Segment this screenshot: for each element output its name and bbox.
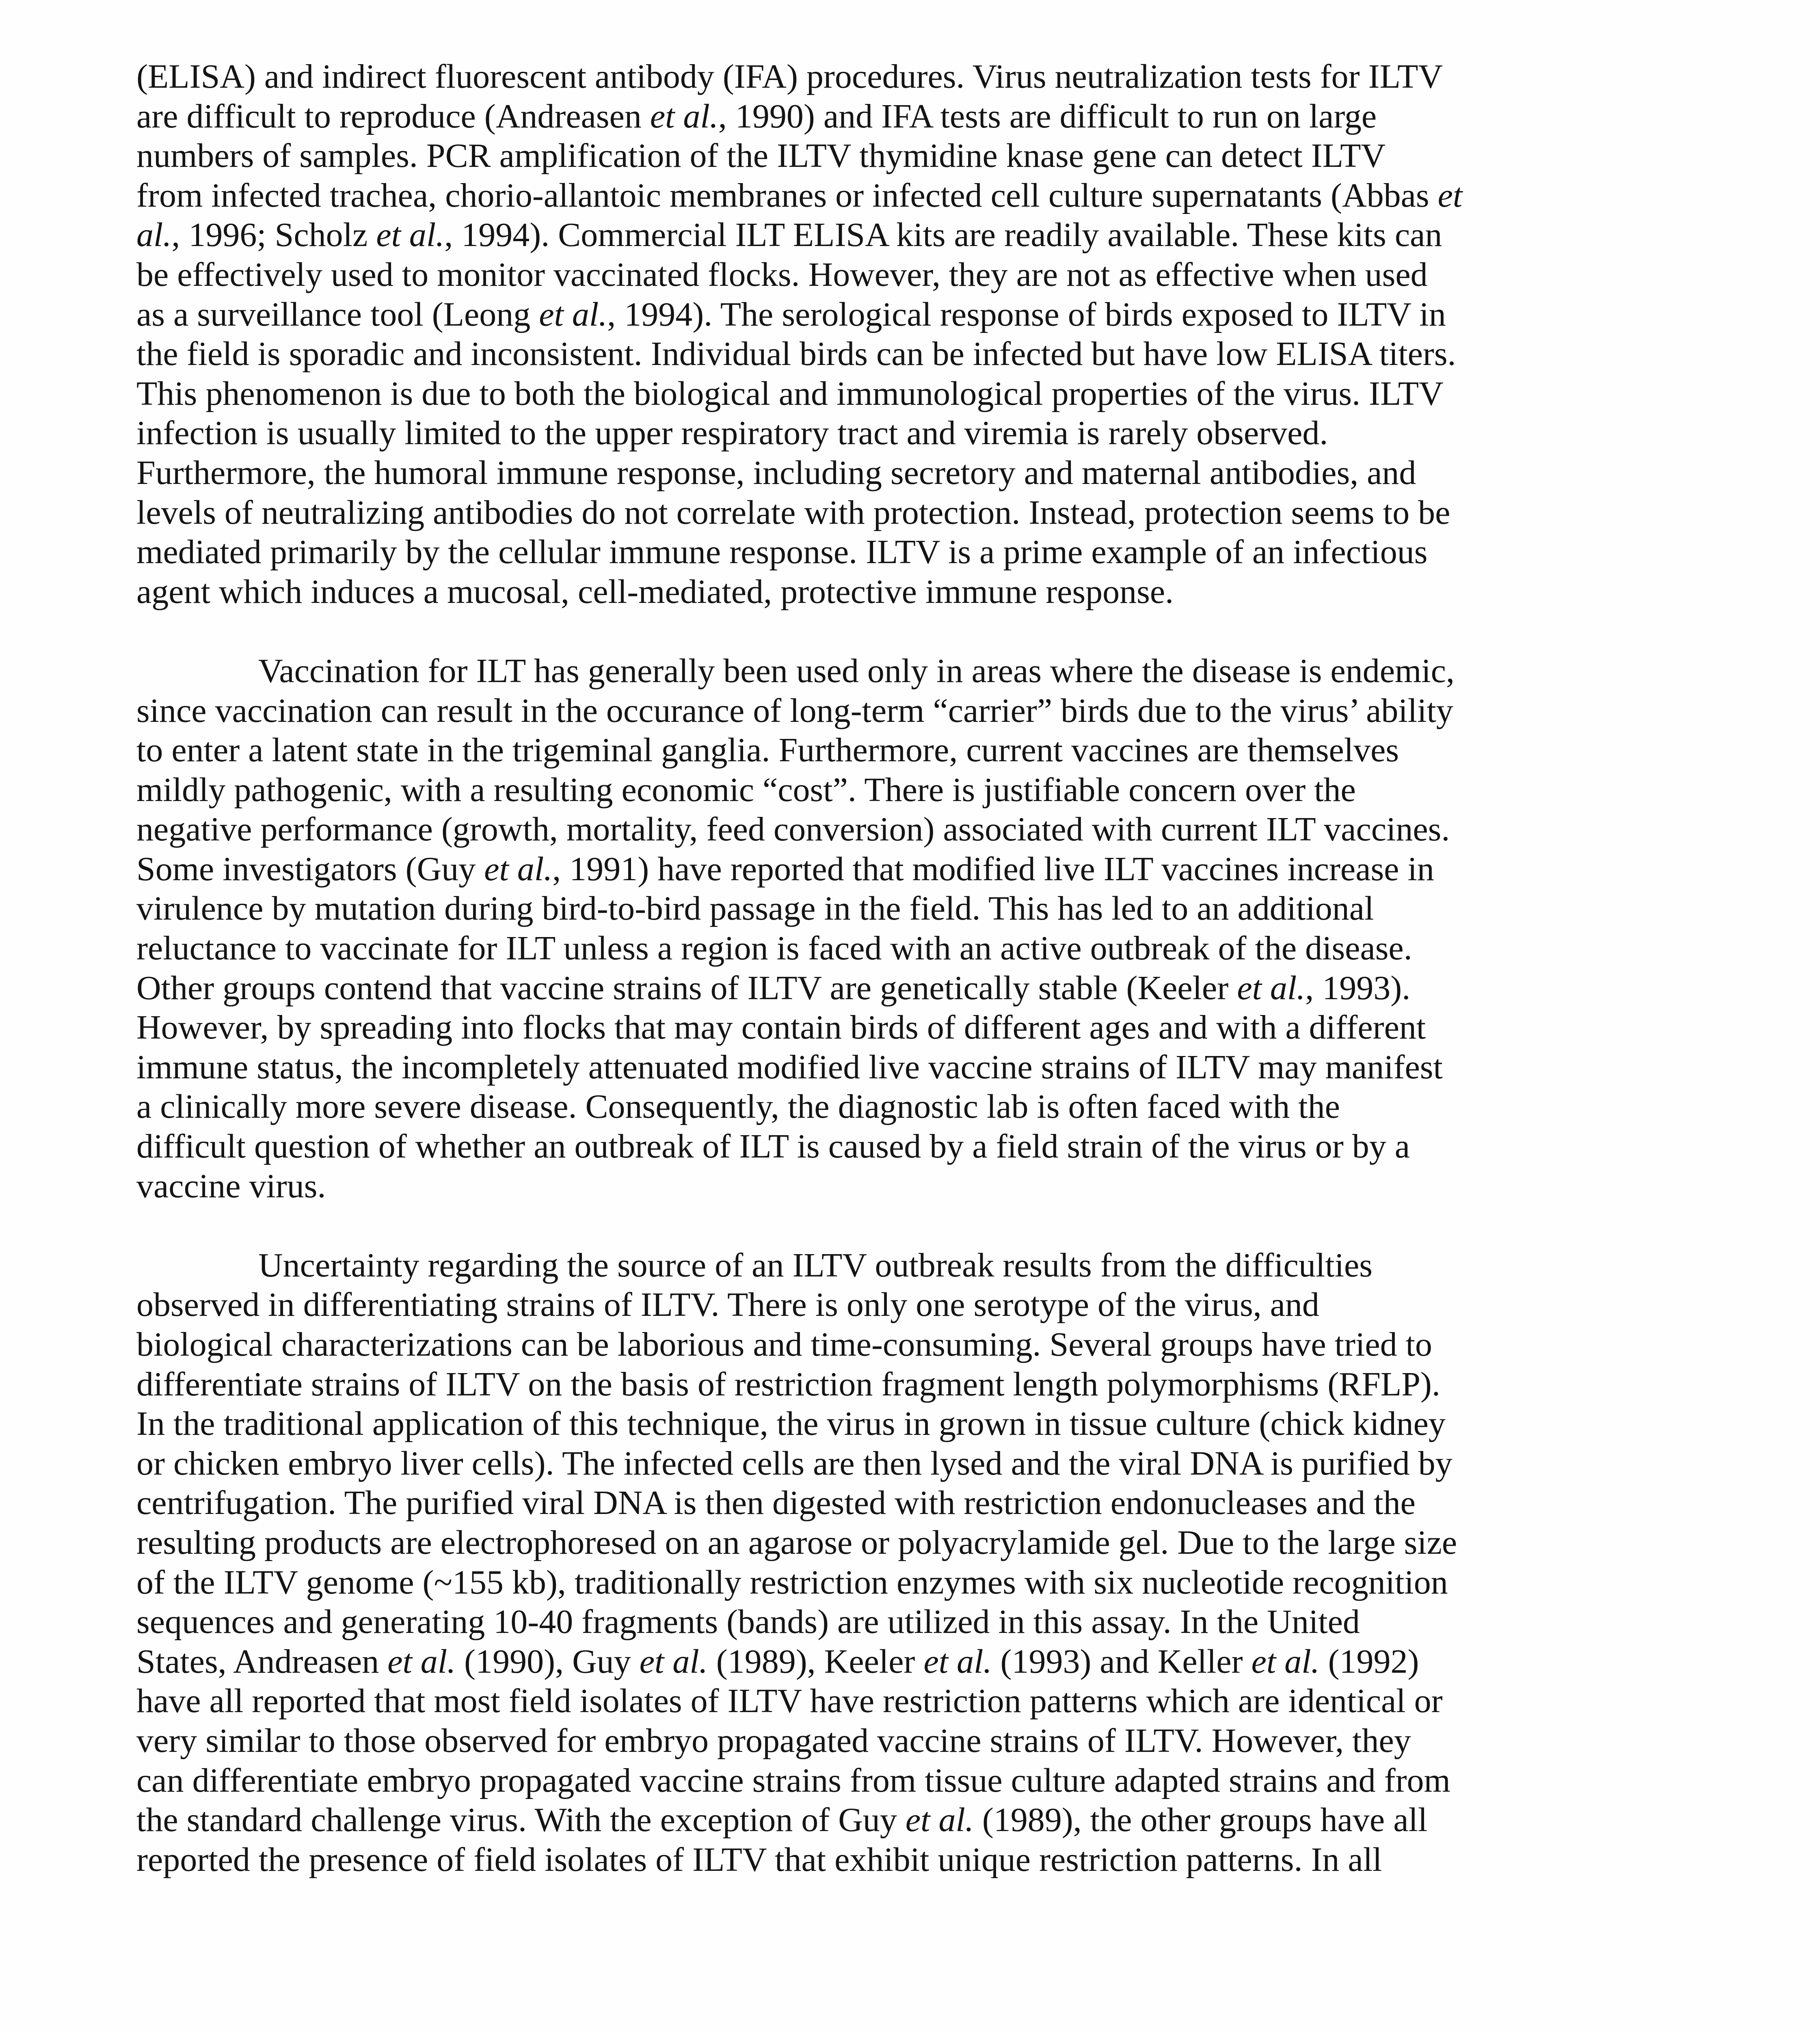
- text-line: [136, 889, 1700, 929]
- italic-run: al.: [136, 216, 172, 254]
- text-run: to enter a latent state in the trigeminal ganglia. Furthermore, current vaccines are themselves: [136, 731, 1399, 769]
- text-run: differentiate strains of ILTV on the basis of restriction fragment length polymorphisms (RFLP).: [136, 1365, 1440, 1403]
- text-line: [136, 1166, 1700, 1206]
- text-line: [136, 97, 1700, 136]
- text-run: virulence by mutation during bird-to-bird passage in the field. This has led to an additional: [136, 890, 1374, 928]
- text-run: Uncertainty regarding the source of an ILTV outbreak results from the difficulties: [258, 1246, 1373, 1284]
- text-line: [136, 532, 1700, 572]
- text-run: very similar to those observed for embryo propagated vaccine strains of ILTV. However, they: [136, 1721, 1411, 1760]
- text-run: centrifugation. The purified viral DNA is then digested with restriction endonucleases and the: [136, 1484, 1416, 1522]
- text-line: [136, 770, 1700, 810]
- document-body: [136, 57, 1700, 1879]
- italic-run: et al.: [539, 295, 607, 333]
- italic-run: et al.: [1251, 1642, 1320, 1680]
- text-line: [136, 1800, 1700, 1840]
- paragraph: [136, 651, 1700, 1206]
- text-run: This phenomenon is due to both the biological and immunological properties of the virus. ILTV: [136, 374, 1444, 412]
- text-run: reported the presence of field isolates of ILTV that exhibit unique restriction patterns. In all: [136, 1840, 1382, 1879]
- text-run: Other groups contend that vaccine strains of ILTV are genetically stable (Keeler: [136, 969, 1237, 1007]
- text-run: Some investigators (Guy: [136, 850, 484, 888]
- text-line: [136, 651, 1700, 691]
- italic-run: et al.: [905, 1801, 974, 1839]
- text-run: the standard challenge virus. With the exception of Guy: [136, 1801, 906, 1839]
- text-line: [136, 136, 1700, 176]
- text-run: biological characterizations can be laborious and time-consuming. Several groups have tried to: [136, 1326, 1432, 1363]
- italic-run: et al.: [1237, 969, 1306, 1007]
- text-line: [136, 1840, 1700, 1880]
- text-run: sequences and generating 10-40 fragments (bands) are utilized in this assay. In the United: [136, 1603, 1360, 1641]
- text-run: , 1996; Scholz: [171, 216, 376, 254]
- text-run: since vaccination can result in the occurance of long-term “carrier” birds due to the virus’ ability: [136, 691, 1453, 730]
- text-line: [136, 57, 1700, 97]
- text-line: [136, 929, 1700, 968]
- text-line: [136, 849, 1700, 889]
- italic-run: et al.: [376, 216, 445, 254]
- text-run: States, Andreasen: [136, 1642, 388, 1680]
- text-line: [136, 1325, 1700, 1365]
- text-run: resulting products are electrophoresed on an agarose or polyacrylamide gel. Due to the large size: [136, 1523, 1457, 1561]
- text-run: mildly pathogenic, with a resulting economic “cost”. There is justifiable concern over the: [136, 771, 1356, 809]
- text-run: However, by spreading into flocks that may contain birds of different ages and with a different: [136, 1009, 1426, 1047]
- text-line: [136, 1087, 1700, 1127]
- text-line: [136, 215, 1700, 255]
- paragraph-gap: [136, 611, 1700, 651]
- text-run: , 1991) have reported that modified live ILT vaccines increase in: [552, 850, 1434, 888]
- text-line: [136, 1483, 1700, 1523]
- text-line: [136, 1008, 1700, 1047]
- text-run: the field is sporadic and inconsistent. Individual birds can be infected but have low ELISA titers.: [136, 335, 1456, 373]
- text-line: [136, 295, 1700, 335]
- text-line: [136, 374, 1700, 414]
- paragraph: [136, 57, 1700, 611]
- text-run: immune status, the incompletely attenuated modified live vaccine strains of ILTV may manifest: [136, 1048, 1443, 1086]
- italic-run: et al.: [639, 1642, 708, 1680]
- text-run: be effectively used to monitor vaccinated flocks. However, they are not as effective when used: [136, 255, 1428, 294]
- text-run: Furthermore, the humoral immune response, including secretory and maternal antibodies, and: [136, 454, 1416, 492]
- text-line: [136, 691, 1700, 731]
- text-run: In the traditional application of this technique, the virus in grown in tissue culture (chick kidney: [136, 1405, 1446, 1443]
- text-run: (1990), Guy: [456, 1642, 640, 1680]
- text-run: agent which induces a mucosal, cell-mediated, protective immune response.: [136, 572, 1174, 611]
- text-run: are difficult to reproduce (Andreasen: [136, 97, 650, 135]
- text-run: from infected trachea, chorio-allantoic membranes or infected cell culture supernatants (Abbas: [136, 176, 1438, 214]
- text-run: numbers of samples. PCR amplification of the ILTV thymidine knase gene can detect ILTV: [136, 137, 1386, 175]
- text-line: [136, 1246, 1700, 1285]
- text-line: [136, 1365, 1700, 1404]
- text-line: [136, 1444, 1700, 1484]
- italic-run: et al.: [650, 97, 718, 135]
- text-line: [136, 1681, 1700, 1721]
- text-run: , 1994). Commercial ILT ELISA kits are readily available. These kits can: [444, 216, 1442, 254]
- text-line: [136, 572, 1700, 612]
- text-line: [136, 1761, 1700, 1801]
- text-run: levels of neutralizing antibodies do not correlate with protection. Instead, protection seems to be: [136, 493, 1450, 531]
- text-run: (ELISA) and indirect fluorescent antibody (IFA) procedures. Virus neutralization tests for ILTV: [136, 58, 1443, 95]
- text-run: vaccine virus.: [136, 1167, 326, 1205]
- text-line: [136, 1285, 1700, 1325]
- text-line: [136, 810, 1700, 849]
- text-run: (1993) and Keller: [992, 1642, 1252, 1680]
- text-run: (1989), the other groups have all: [973, 1801, 1428, 1839]
- italic-run: et al.: [484, 850, 553, 888]
- text-run: , 1993).: [1305, 969, 1411, 1007]
- text-line: [136, 176, 1700, 216]
- text-line: [136, 255, 1700, 295]
- text-line: [136, 1523, 1700, 1563]
- text-line: [136, 1047, 1700, 1087]
- text-line: [136, 1127, 1700, 1166]
- text-run: , 1990) and IFA tests are difficult to run on large: [718, 97, 1377, 135]
- text-run: reluctance to vaccinate for ILT unless a region is faced with an active outbreak of the disease.: [136, 929, 1412, 967]
- text-line: [136, 1642, 1700, 1682]
- text-run: Vaccination for ILT has generally been used only in areas where the disease is endemic,: [258, 652, 1455, 690]
- text-run: mediated primarily by the cellular immune response. ILTV is a prime example of an infectious: [136, 533, 1428, 571]
- text-run: or chicken embryo liver cells). The infected cells are then lysed and the viral DNA is purified by: [136, 1444, 1453, 1482]
- text-line: [136, 730, 1700, 770]
- italic-run: et: [1437, 176, 1463, 214]
- text-run: , 1994). The serological response of birds exposed to ILTV in: [607, 295, 1446, 333]
- text-line: [136, 1721, 1700, 1761]
- text-line: [136, 1602, 1700, 1642]
- text-line: [136, 453, 1700, 493]
- text-run: as a surveillance tool (Leong: [136, 295, 539, 333]
- italic-run: et al.: [923, 1642, 992, 1680]
- text-run: negative performance (growth, mortality, feed conversion) associated with current ILT vaccines.: [136, 810, 1450, 849]
- text-run: have all reported that most field isolates of ILTV have restriction patterns which are identical or: [136, 1682, 1443, 1720]
- text-run: (1989), Keeler: [707, 1642, 924, 1680]
- paragraph: [136, 1246, 1700, 1880]
- text-run: of the ILTV genome (~155 kb), traditionally restriction enzymes with six nucleotide recognition: [136, 1563, 1448, 1601]
- text-run: observed in differentiating strains of ILTV. There is only one serotype of the virus, and: [136, 1286, 1319, 1324]
- text-line: [136, 413, 1700, 453]
- text-line: [136, 1563, 1700, 1602]
- text-run: (1992): [1319, 1642, 1419, 1680]
- paragraph-gap: [136, 1206, 1700, 1246]
- text-line: [136, 1404, 1700, 1444]
- text-line: [136, 968, 1700, 1008]
- italic-run: et al.: [387, 1642, 456, 1680]
- text-line: [136, 493, 1700, 533]
- text-run: can differentiate embryo propagated vaccine strains from tissue culture adapted strains and from: [136, 1761, 1450, 1799]
- text-run: difficult question of whether an outbreak of ILT is caused by a field strain of the virus or by a: [136, 1127, 1410, 1166]
- text-run: infection is usually limited to the upper respiratory tract and viremia is rarely observed.: [136, 414, 1328, 452]
- text-run: a clinically more severe disease. Consequently, the diagnostic lab is often faced with the: [136, 1088, 1340, 1126]
- text-line: [136, 334, 1700, 374]
